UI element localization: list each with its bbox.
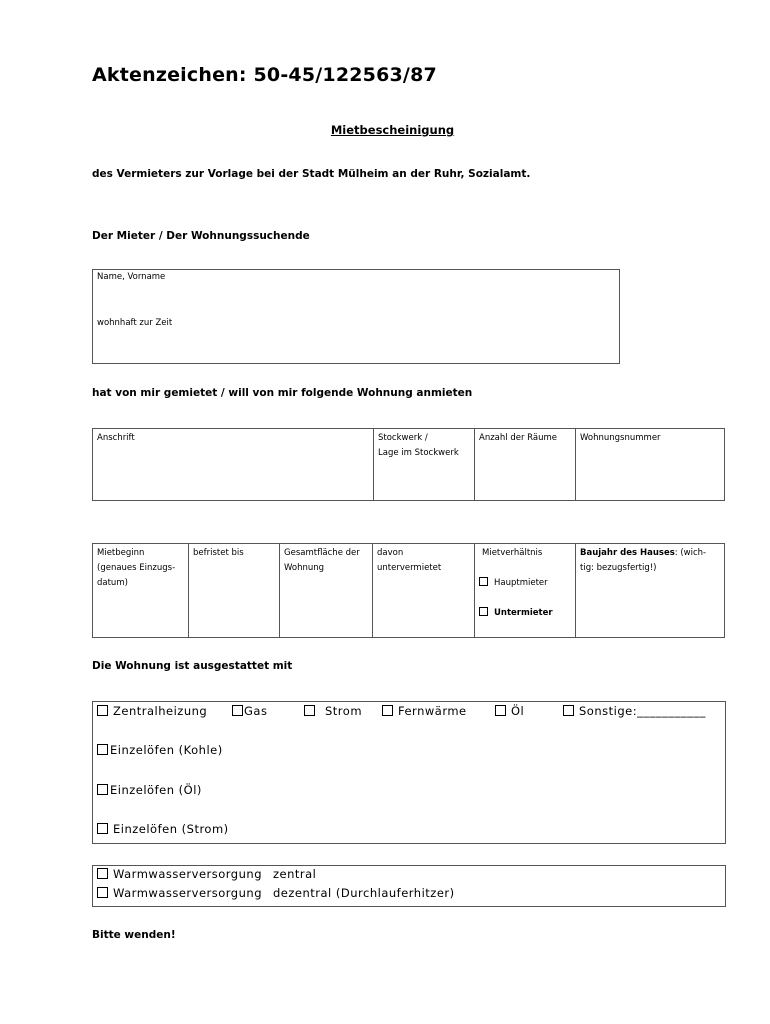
flaeche-label: Gesamtfläche der	[284, 548, 360, 558]
zentralheizung-option[interactable]	[97, 704, 207, 718]
raeume-label: Anzahl der Räume	[479, 433, 557, 443]
sonstige-checkbox[interactable]	[563, 705, 574, 716]
einzel-oel-label: Einzelöfen (Öl)	[110, 783, 202, 797]
mietverhaeltnis-cell	[475, 544, 576, 638]
address-field-label: wohnhaft zur Zeit	[97, 318, 173, 328]
mietverhaeltnis-label: Mietverhältnis	[482, 548, 543, 558]
details-table	[92, 543, 725, 638]
hauptmieter-option[interactable]	[479, 576, 571, 591]
fernwaerme-label: Fernwärme	[398, 704, 467, 718]
davon-cell	[373, 544, 475, 638]
baujahr-label-rest: : (wich-	[674, 548, 707, 558]
raeume-cell	[475, 429, 576, 501]
warmwater-dezentral-option[interactable]	[97, 886, 262, 900]
strom-label: Strom	[325, 704, 363, 718]
einzel-strom-option[interactable]	[97, 822, 229, 836]
oel-label: Öl	[511, 704, 525, 718]
baujahr-label-2: tig: bezugsfertig!)	[580, 563, 657, 573]
davon-label-2: untervermietet	[377, 563, 442, 573]
anschrift-label: Anschrift	[97, 433, 135, 443]
flaeche-cell	[280, 544, 373, 638]
name-field-label: Name, Vorname	[97, 272, 166, 282]
befristet-cell	[189, 544, 280, 638]
stockwerk-cell	[374, 429, 475, 501]
document-title: Mietbescheinigung	[330, 123, 455, 137]
warmwater-dezentral-checkbox[interactable]	[97, 887, 108, 898]
untermieter-checkbox[interactable]	[479, 607, 488, 616]
fernwaerme-checkbox[interactable]	[382, 705, 393, 716]
case-number: Aktenzeichen: 50-45/122563/87	[92, 64, 437, 86]
hauptmieter-label: Hauptmieter	[494, 578, 548, 588]
tenant-box	[92, 269, 620, 364]
davon-label: davon	[377, 548, 404, 558]
gas-label: Gas	[244, 704, 268, 718]
untermieter-option[interactable]	[479, 606, 571, 621]
einzel-oel-option[interactable]	[97, 783, 202, 797]
hauptmieter-checkbox[interactable]	[479, 577, 488, 586]
einzel-oel-checkbox[interactable]	[97, 784, 108, 795]
zentralheizung-checkbox[interactable]	[97, 705, 108, 716]
einzel-kohle-checkbox[interactable]	[97, 744, 108, 755]
flaeche-label-2: Wohnung	[284, 563, 325, 573]
mietbeginn-label-2: (genaues Einzugs-	[97, 563, 176, 573]
stockwerk-label: Stockwerk /	[378, 433, 428, 443]
einzel-kohle-label: Einzelöfen (Kohle)	[110, 743, 223, 757]
equipment-heading: Die Wohnung ist ausgestattet mit	[92, 660, 293, 672]
baujahr-label: Baujahr des Hauses	[580, 548, 675, 558]
warmwater-zentral-label: zentral	[273, 867, 317, 881]
rental-heading: hat von mir gemietet / will von mir folgende Wohnung anmieten	[92, 387, 473, 399]
strom-option[interactable]	[304, 704, 362, 718]
mietbeginn-label: Mietbeginn	[97, 548, 145, 558]
fernwaerme-option[interactable]	[382, 704, 467, 718]
einzel-kohle-option[interactable]	[97, 743, 223, 757]
equipment-box	[92, 701, 726, 844]
apartment-table	[92, 428, 725, 501]
baujahr-cell	[576, 544, 725, 638]
befristet-label: befristet bis	[193, 548, 244, 558]
sonstige-option[interactable]	[563, 704, 706, 718]
untermieter-label: Untermieter	[494, 608, 553, 618]
warmwater-label-2: Warmwasserversorgung	[113, 886, 262, 900]
wohnungsnummer-label: Wohnungsnummer	[580, 433, 661, 443]
strom-checkbox[interactable]	[304, 705, 315, 716]
mietbeginn-cell	[93, 544, 189, 638]
oel-checkbox[interactable]	[495, 705, 506, 716]
gas-option[interactable]	[232, 704, 267, 718]
warmwater-label-1: Warmwasserversorgung	[113, 867, 262, 881]
zentralheizung-label: Zentralheizung	[113, 704, 208, 718]
gas-checkbox[interactable]	[232, 705, 243, 716]
stockwerk-label-2: Lage im Stockwerk	[378, 448, 459, 458]
mietbeginn-label-3: datum)	[97, 578, 128, 588]
warmwater-dezentral-label: dezentral (Durchlauferhitzer)	[273, 886, 455, 900]
tenant-heading: Der Mieter / Der Wohnungssuchende	[92, 230, 310, 242]
warmwater-zentral-option[interactable]	[97, 867, 262, 881]
warmwater-box	[92, 865, 726, 907]
einzel-strom-label: Einzelöfen (Strom)	[113, 822, 229, 836]
warmwater-zentral-checkbox[interactable]	[97, 868, 108, 879]
footer-note: Bitte wenden!	[92, 929, 176, 941]
sonstige-label: Sonstige:___________	[579, 704, 706, 718]
einzel-strom-checkbox[interactable]	[97, 823, 108, 834]
anschrift-cell	[93, 429, 374, 501]
wohnungsnummer-cell	[576, 429, 725, 501]
oel-option[interactable]	[495, 704, 524, 718]
intro-text: des Vermieters zur Vorlage bei der Stadt Mülheim an der Ruhr, Sozialamt.	[92, 168, 531, 180]
